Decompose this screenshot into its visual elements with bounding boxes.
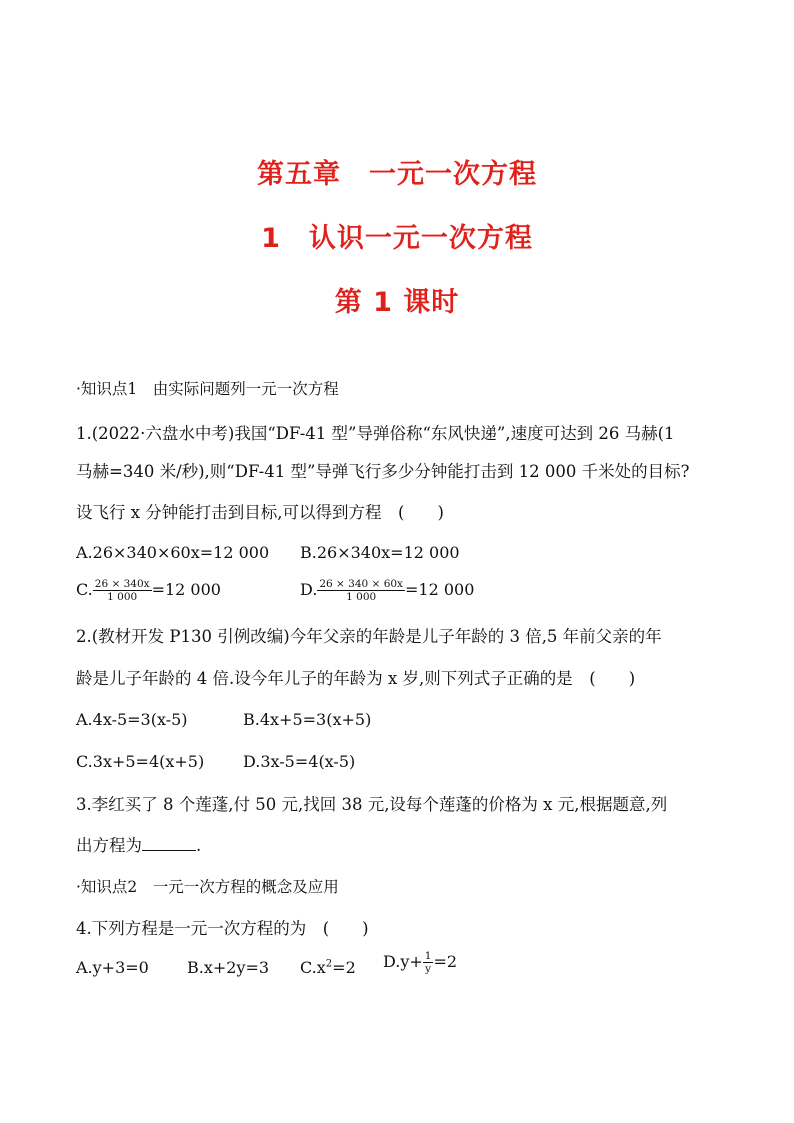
question-4-option-d: D.y+ $\frac{1}{y}$ =2 <box>383 950 458 975</box>
question-2-line-1: 2.(教材开发 P130 引例改编)今年父亲的年龄是儿子年龄的 3 倍,5 年前父亲的年 <box>76 627 662 646</box>
section-title: 1 认识一元一次方程 <box>261 223 533 254</box>
question-4-line-1: 4.下列方程是一元一次方程的为 ( ) <box>76 919 369 938</box>
question-3-line-1: 3.李红买了 8 个莲蓬,付 50 元,找回 38 元,设每个莲蓬的价格为 x 元,根据题意,列 <box>76 795 668 814</box>
question-2-option-d: D.3x-5=4(x-5) <box>243 752 356 771</box>
chapter-title: 第五章 一元一次方程 <box>257 159 537 190</box>
question-4-option-a: A.y+3=0 <box>76 958 149 977</box>
question-2-option-b: B.4x+5=3(x+5) <box>243 710 372 729</box>
fraction: $\frac{1}{y}$ <box>424 950 432 975</box>
fraction: $\frac{26 \times 340x}{1 000}$ <box>94 578 150 603</box>
answer-blank[interactable] <box>142 834 196 851</box>
question-4-option-b: B.x+2y=3 <box>187 958 270 977</box>
question-2-line-2: 龄是儿子年龄的 4 倍.设今年儿子的年龄为 x 岁,则下列式子正确的是 ( ) <box>76 669 636 688</box>
question-1-option-b: B.26×340x=12 000 <box>300 543 460 562</box>
knowledge-point-1: ·知识点1 由实际问题列一元一次方程 <box>76 380 339 398</box>
question-1-option-c: C. $\frac{26 \times 340x}{1 000}$ =12 000 <box>76 578 221 603</box>
question-2-option-c: C.3x+5=4(x+5) <box>76 752 205 771</box>
knowledge-point-2: ·知识点2 一元一次方程的概念及应用 <box>76 878 339 896</box>
lesson-title: 第 1 课时 <box>334 287 460 318</box>
question-1-line-2: 马赫=340 米/秒),则“DF-41 型”导弹飞行多少分钟能打击到 12 000 千米处的目标? <box>76 462 690 481</box>
question-1-option-d: D. $\frac{26 \times 340 \times 60x}{1 000}$ =12 000 <box>300 578 475 603</box>
question-2-option-a: A.4x-5=3(x-5) <box>76 710 188 729</box>
fraction: $\frac{26 \times 340 \times 60x}{1 000}$ <box>319 578 403 603</box>
question-1-line-3: 设飞行 x 分钟能打击到目标,可以得到方程 ( ) <box>76 503 444 522</box>
question-3-line-2: 出方程为 . <box>76 836 202 855</box>
question-1-line-1: 1.(2022·六盘水中考)我国“DF-41 型”导弹俗称“东风快递”,速度可达到 26 马赫(1 <box>76 424 675 443</box>
question-1-option-a: A.26×340×60x=12 000 <box>76 543 270 562</box>
question-4-option-c: $C.x^2=2$ <box>300 958 356 977</box>
